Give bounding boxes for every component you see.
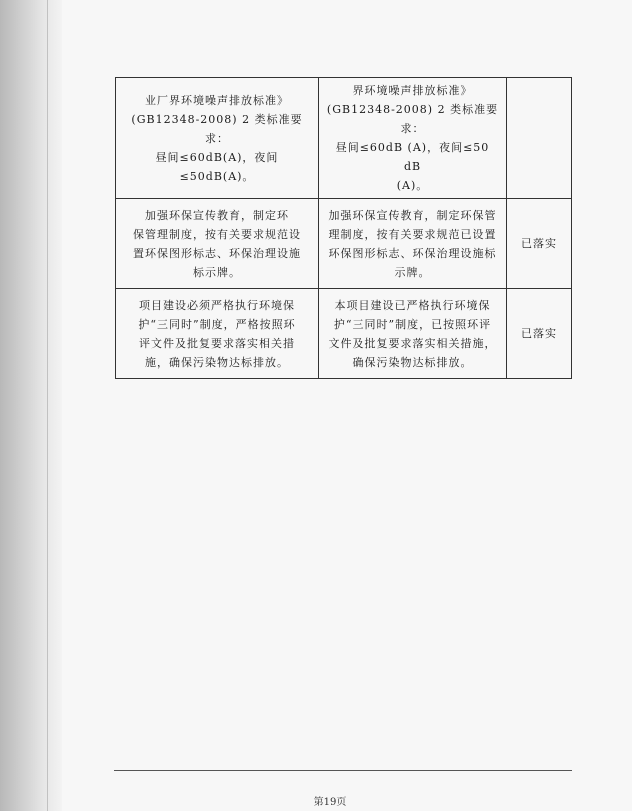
binding-edge (47, 0, 48, 811)
table-row (116, 78, 572, 199)
requirement-cell (116, 289, 319, 379)
requirement-cell (116, 78, 319, 199)
requirement-cell (116, 199, 319, 289)
status-text: 已落实 (521, 327, 557, 340)
status-text: 已落实 (521, 237, 557, 250)
requirement-text: 加强环保宣传教育，制定环 保管理制度，按有关要求规范设 置环保图形标志、环保治理设施 标示牌。 (133, 208, 301, 279)
implementation-text: 本项目建设已严格执行环境保 护“三同时”制度，已按照环评 文件及批复要求落实相关措施， 确保污染物达标排放。 (328, 298, 497, 369)
implementation-cell (319, 289, 507, 379)
binding-shadow (0, 0, 62, 811)
status-cell (507, 289, 572, 379)
status-cell (507, 78, 572, 199)
status-cell (507, 199, 572, 289)
implementation-text: 界环境噪声排放标准》 (GB12348-2008) 2 类标准要求： 昼间≤60dB (A)，夜间≤50 dB (A)。 (326, 84, 499, 192)
table-row (116, 199, 572, 289)
compliance-table (115, 77, 572, 379)
requirement-text: 项目建设必须严格执行环境保 护“三同时”制度，严格按照环 评文件及批复要求落实相关措 施，确保污染物达标排放。 (138, 298, 296, 369)
implementation-text: 加强环保宣传教育，制定环保管 理制度，按有关要求规范已设置 环保图形标志、环保治理设施标 示牌。 (328, 208, 497, 279)
implementation-cell (319, 78, 507, 199)
implementation-cell (319, 199, 507, 289)
table-row (116, 289, 572, 379)
requirement-text: 业厂界环境噪声排放标准》 (GB12348-2008) 2 类标准要求： 昼间≤60dB(A)，夜间≤50dB(A)。 (131, 93, 303, 183)
page-number: 第19页 (313, 797, 347, 808)
footer-divider (114, 770, 572, 771)
